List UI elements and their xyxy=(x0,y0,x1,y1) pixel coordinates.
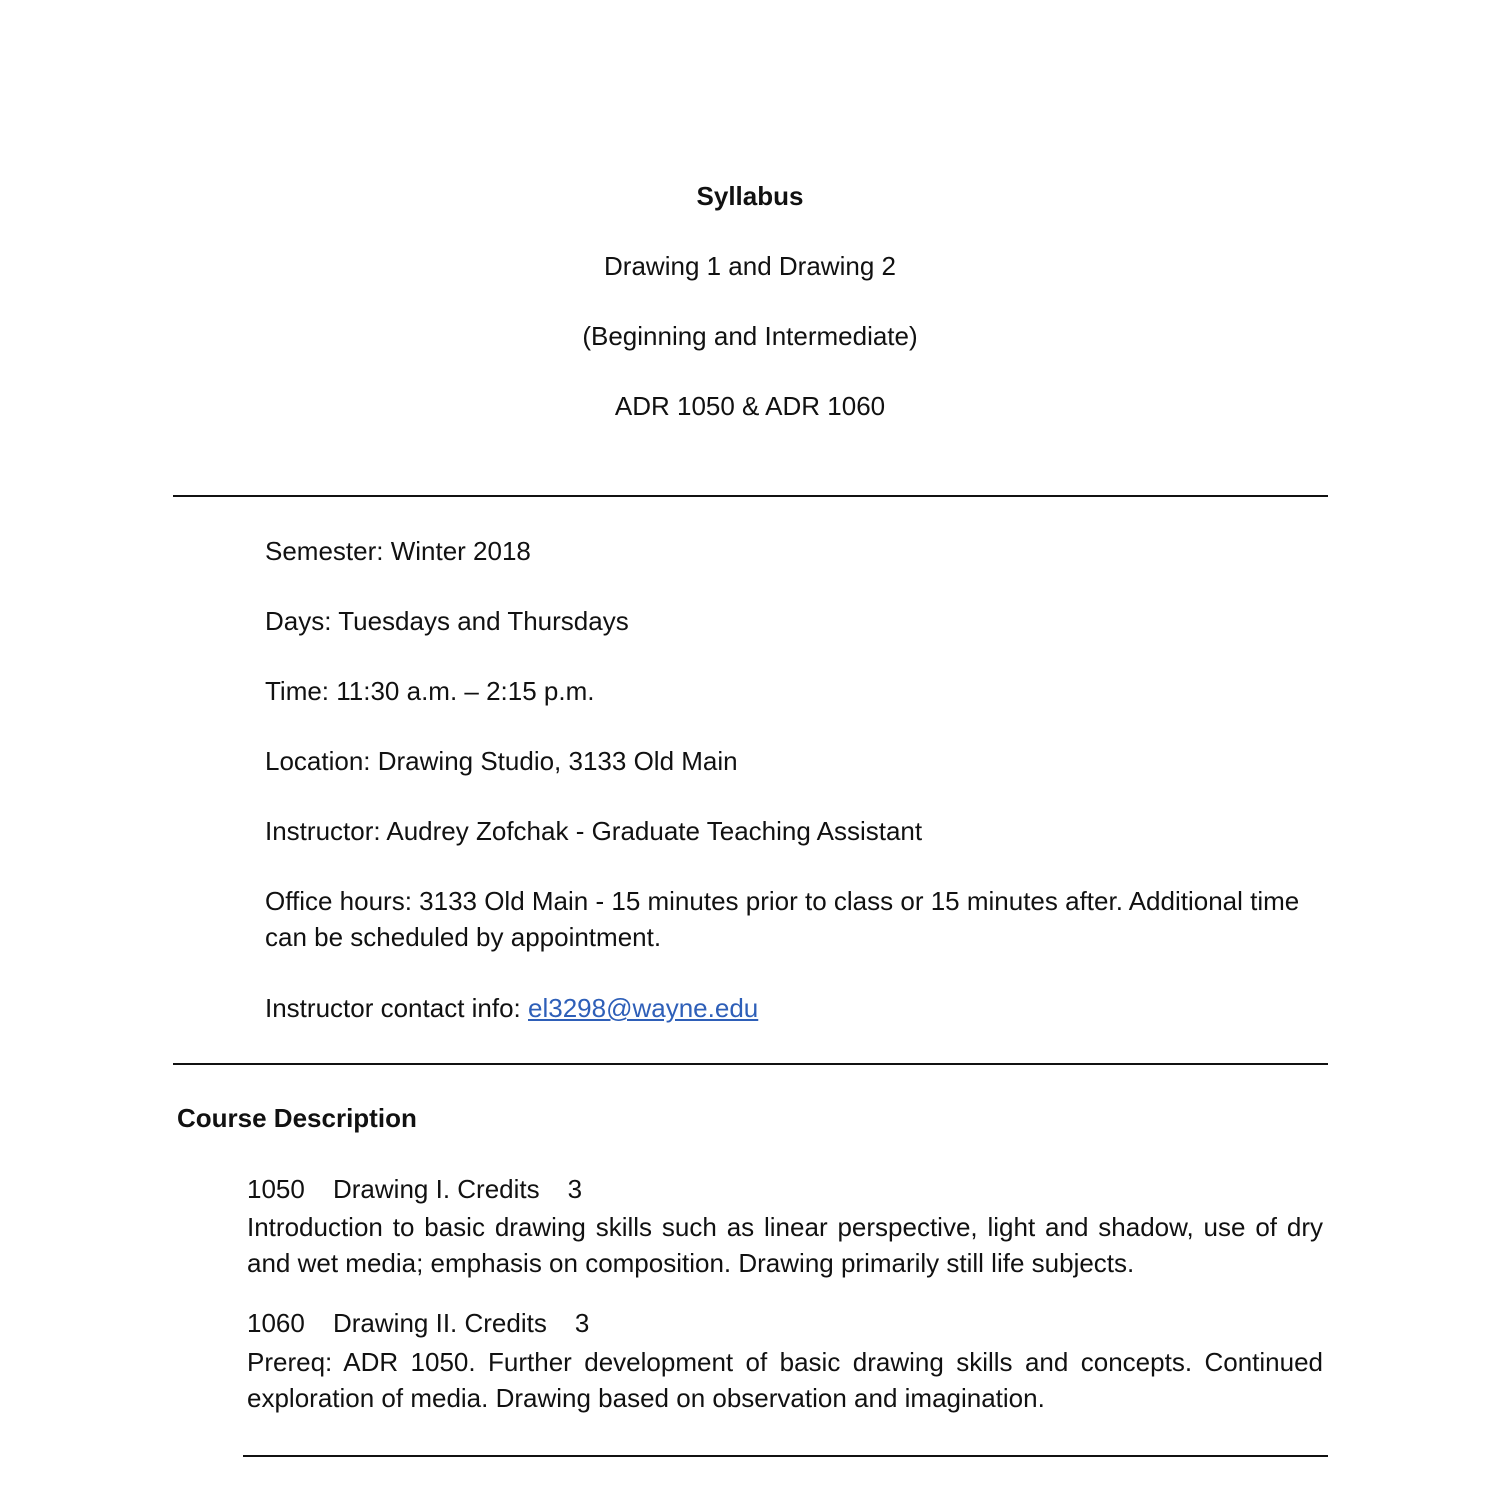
contact-label: Instructor contact info: xyxy=(265,993,529,1023)
divider-middle xyxy=(173,1063,1328,1065)
course-description-heading: Course Description xyxy=(177,1103,417,1133)
days-text: Days: Tuesdays and Thursdays xyxy=(265,606,629,636)
course-name: Drawing II. Credits xyxy=(333,1308,547,1338)
course-name: Drawing I. Credits xyxy=(333,1174,540,1204)
course-description-1050: Introduction to basic drawing skills such as linear perspective, light and shadow, use of dry and wet media; emphasis on composition. Drawing primarily still life subjects. xyxy=(247,1212,1323,1278)
location-text: Location: Drawing Studio, 3133 Old Main xyxy=(265,746,738,776)
contact-email-link[interactable]: el3298@wayne.edu xyxy=(528,993,759,1023)
course-number: 1060 xyxy=(247,1308,305,1338)
course-credits: 3 xyxy=(574,1308,590,1338)
divider-top xyxy=(173,495,1328,497)
course-names: Drawing 1 and Drawing 2 xyxy=(604,251,896,281)
course-level: (Beginning and Intermediate) xyxy=(582,321,918,351)
course-description-1060: Prereq: ADR 1050. Further development of basic drawing skills and concepts. Continued exploration of media. Drawing based on observation and imagination. xyxy=(247,1347,1323,1413)
page-title: Syllabus xyxy=(696,181,804,211)
course-codes: ADR 1050 & ADR 1060 xyxy=(614,391,886,421)
semester-text: Semester: Winter 2018 xyxy=(265,536,531,566)
office-hours-text: Office hours: 3133 Old Main - 15 minutes prior to class or 15 minutes after. Additional time can be scheduled by appointment. xyxy=(265,886,1300,952)
course-number: 1050 xyxy=(247,1174,305,1204)
instructor-text: Instructor: Audrey Zofchak - Graduate Teaching Assistant xyxy=(265,816,923,846)
course-header-1060 xyxy=(247,1306,589,1340)
divider-bottom xyxy=(243,1455,1328,1457)
contact-info xyxy=(265,990,758,1026)
course-header-1050 xyxy=(247,1172,582,1206)
course-credits: 3 xyxy=(567,1174,583,1204)
time-text: Time: 11:30 a.m. – 2:15 p.m. xyxy=(265,676,595,706)
